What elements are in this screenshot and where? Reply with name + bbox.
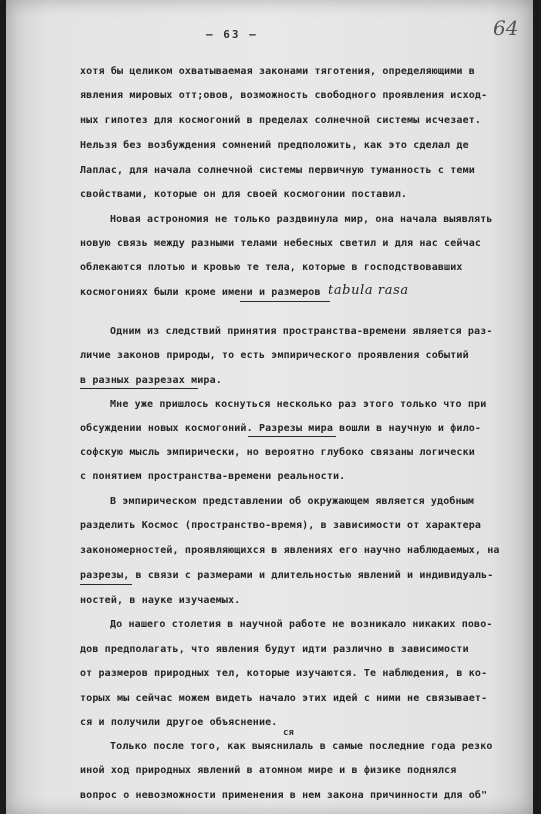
text-line: торых мы сейчас можем видеть начало этих идей с ними не связывает-	[80, 693, 488, 704]
handwritten-insert: tabula rasa	[328, 283, 409, 298]
text-line: свойствами, которые он для своей космогонии поставил.	[80, 189, 408, 200]
text-line: софскую мысль эмпирически, но вероятно глубоко связаны логически	[80, 447, 475, 458]
text-line: Новая астрономия не только раздвинула мир, она начала выявлять	[110, 214, 493, 225]
text-line: от размеров природных тел, которые изучаются. Те наблюдения, в ко-	[80, 668, 488, 679]
underline	[240, 301, 330, 302]
underline	[80, 584, 132, 585]
text-line: Лаплас, для начала солнечной системы первичную туманность с теми	[80, 165, 475, 176]
text-line: облекаются плотью и кровью те тела, которые в господствовавших	[80, 262, 463, 273]
text-line: закономерностей, проявляющихся в явлениях его научно наблюдаемых, на	[80, 545, 500, 556]
text-line: явления мировых отт;овов, возможность свободного проявления исход-	[80, 90, 488, 101]
text-line: космогониях были кроме имени и размеров	[80, 287, 321, 298]
text-line: разрезы, в связи с размерами и длительностью явлений и индивидуаль-	[80, 570, 494, 581]
text-line: с понятием пространства-времени реальности.	[80, 471, 346, 482]
document-page	[6, 0, 533, 814]
underline	[248, 436, 336, 437]
text-line: хотя бы целиком охватываемая законами тяготения, определяющими в	[80, 66, 475, 77]
text-line: вопрос о невозможности применения в нем закона причинности для об"	[80, 790, 488, 801]
text-line: Одним из следствий принятия пространства-времени является раз-	[110, 326, 493, 337]
text-line: иной ход природных явлений в атомном мире и в физике поднялся	[80, 765, 457, 776]
text-line: дов предполагать, что явления будут идти различно в зависимости	[80, 644, 469, 655]
text-line: в разных разрезах мира.	[80, 375, 222, 386]
text-line: новую связь между разными телами небесных светил и для нас сейчас	[80, 238, 482, 249]
handwritten-superscript: ся	[283, 728, 294, 738]
text-line: разделить Космос (пространство-время), в зависимости от характера	[80, 520, 482, 531]
text-line: Мне уже пришлось коснуться несколько раз этого только что при	[110, 399, 487, 410]
text-line: В эмпирическом представлении об окружающем является удобным	[110, 496, 475, 507]
text-line: ся и получили другое объяснение.	[80, 717, 278, 728]
text-line: ных гипотез для космогоний в пределах солнечной системы исчезает.	[80, 115, 482, 126]
text-line: Только после того, как выяснилаль в самые последние года резко	[110, 741, 493, 752]
page-number: — 63 —	[206, 28, 258, 41]
text-line: личие законов природы, то есть эмпирического проявления событий	[80, 350, 469, 361]
handwritten-page-number: 64	[493, 16, 519, 40]
text-line: До нашего столетия в научной работе не возникало никаких пово-	[110, 619, 493, 630]
text-line: обсуждении новых космогоний. Разрезы мира вошли в научную и фило-	[80, 423, 482, 434]
text-line: ностей, в науке изучаемых.	[80, 595, 241, 606]
text-line: Нельзя без возбуждения сомнений предположить, как это сделал де	[80, 140, 469, 151]
underline	[80, 388, 198, 389]
